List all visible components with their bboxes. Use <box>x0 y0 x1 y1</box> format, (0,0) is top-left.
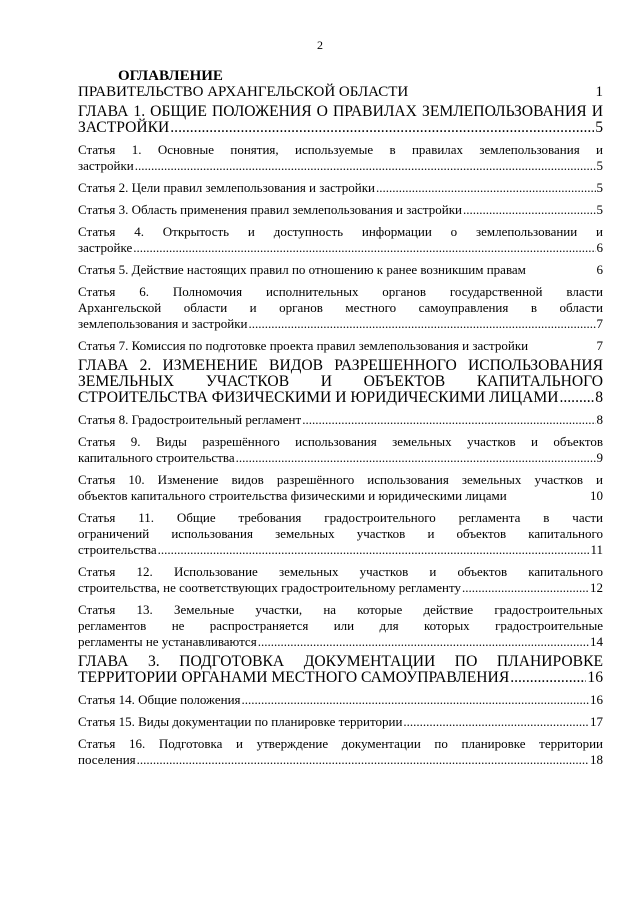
toc-article-entry[interactable] <box>78 564 603 596</box>
toc-entry-last-line <box>78 542 603 558</box>
toc-article-entry[interactable] <box>78 284 603 332</box>
toc-entry-text: Статья 8. Градостроительный регламент <box>78 412 302 427</box>
toc-entry-text: Статья 14. Общие положения <box>78 692 241 707</box>
toc-entry-text: землепользования и застройки <box>78 316 248 331</box>
toc-page-number: 8 <box>596 412 603 427</box>
toc-entry-last-line <box>78 488 603 504</box>
toc-entry-text: поселения <box>78 752 136 767</box>
toc-page-number: 18 <box>590 752 603 767</box>
toc-page-number: 7 <box>596 338 603 353</box>
toc-page-number: 7 <box>596 316 603 331</box>
toc-entry-last-line <box>78 180 603 196</box>
toc-entry-line: ГЛАВА 1. ОБЩИЕ ПОЛОЖЕНИЯ О ПРАВИЛАХ ЗЕМЛЕПОЛЬЗОВАНИЯ И <box>78 103 603 120</box>
toc-entry-text: капитального строительства <box>78 450 235 465</box>
toc-entry-text: ПРАВИТЕЛЬСТВО АРХАНГЕЛЬСКОЙ ОБЛАСТИ <box>78 84 409 100</box>
toc-entry-line: Статья 11. Общие требования градостроительного регламента в части <box>78 510 603 525</box>
toc-entry-line: Статья 10. Изменение видов разрешённого использования земельных участков и <box>78 472 603 487</box>
toc-article-entry[interactable] <box>78 224 603 256</box>
toc-entry-last-line <box>78 240 603 256</box>
toc-article-entry[interactable] <box>78 736 603 768</box>
toc-page-number: 9 <box>596 450 603 465</box>
page-number: 2 <box>317 38 323 52</box>
toc-article-entry[interactable] <box>78 692 603 708</box>
toc-article-entry[interactable] <box>78 434 603 466</box>
toc-article-entry[interactable] <box>78 180 603 196</box>
toc-page-number: 11 <box>590 542 603 557</box>
toc-entry-line: Статья 4. Открытость и доступность информации о землепользовании и <box>78 224 603 239</box>
toc-article-entry[interactable] <box>78 714 603 730</box>
toc-entry-last-line <box>78 262 603 278</box>
toc-leader-dots <box>170 120 594 136</box>
toc-leader-dots <box>158 542 590 558</box>
toc-entry-line: Статья 16. Подготовка и утверждение документации по планировке территории <box>78 736 603 751</box>
toc-entry-last-line <box>78 158 603 174</box>
toc-leader-dots <box>510 670 586 686</box>
toc-entry-last-line <box>78 752 603 768</box>
toc-chapter-entry[interactable] <box>78 358 603 406</box>
toc-page-number: 8 <box>595 389 603 406</box>
toc-entry-text: застройке <box>78 240 133 255</box>
toc-entry-text: Статья 15. Виды документации по планировке территории <box>78 714 403 729</box>
toc-entry-line: Статья 13. Земельные участки, на которые действие градостроительных <box>78 602 603 617</box>
toc-entry-last-line <box>78 316 603 332</box>
toc-page-number: 5 <box>596 202 603 217</box>
toc-leader-dots <box>135 158 596 174</box>
toc-entry-line: Статья 12. Использование земельных участков и объектов капитального <box>78 564 603 579</box>
toc-page-number: 17 <box>590 714 603 729</box>
toc-page-number: 5 <box>596 180 603 195</box>
toc-article-entry[interactable] <box>78 510 603 558</box>
toc-entry-text: объектов капитального строительства физическими и юридическими лицами <box>78 488 507 503</box>
toc-title: ОГЛАВЛЕНИЕ <box>118 68 223 84</box>
toc-leader-dots <box>376 180 595 196</box>
toc-entry-last-line <box>78 714 603 730</box>
toc-leader-dots <box>137 752 589 768</box>
toc-entry-text: ТЕРРИТОРИИ ОРГАНАМИ МЕСТНОГО САМОУПРАВЛЕНИЯ <box>78 669 510 686</box>
toc-entry-last-line <box>78 634 603 650</box>
toc-entry-text: строительства <box>78 542 157 557</box>
toc-leader-dots <box>559 390 594 406</box>
toc-entry-text: Статья 2. Цели правил землепользования и застройки <box>78 180 376 195</box>
toc-entry-last-line <box>78 580 603 596</box>
toc-entry-line: Архангельской области и органов местного самоуправления в области <box>78 300 603 315</box>
toc-entry-text: Статья 7. Комиссия по подготовке проекта правил землепользования и застройки <box>78 338 529 353</box>
toc-page-number: 16 <box>590 692 603 707</box>
toc-article-entry[interactable] <box>78 338 603 354</box>
toc-entry-last-line <box>78 670 603 686</box>
toc-chapter-entry[interactable] <box>78 104 603 136</box>
toc-entry-last-line <box>78 84 603 100</box>
toc-article-entry[interactable] <box>78 412 603 428</box>
toc-entry-line: ГЛАВА 2. ИЗМЕНЕНИЕ ВИДОВ РАЗРЕШЕННОГО ИСПОЛЬЗОВАНИЯ <box>78 357 603 374</box>
toc-leader-dots <box>258 634 589 650</box>
toc-entry-line: ГЛАВА 3. ПОДГОТОВКА ДОКУМЕНТАЦИИ ПО ПЛАНИРОВКЕ <box>78 653 603 670</box>
toc-entry-line: ограничений использования земельных участков и объектов капитального <box>78 526 603 541</box>
toc-entry-last-line <box>78 412 603 428</box>
toc-entry-text: ЗАСТРОЙКИ <box>78 119 170 136</box>
toc-entry-last-line <box>78 450 603 466</box>
toc-entry-last-line <box>78 202 603 218</box>
toc-leader-dots <box>242 692 589 708</box>
toc-entries <box>78 84 603 768</box>
toc-leader-dots <box>302 412 595 428</box>
toc-page-number: 12 <box>590 580 603 595</box>
toc-page-number: 6 <box>596 240 603 255</box>
toc-entry-text: СТРОИТЕЛЬСТВА ФИЗИЧЕСКИМИ И ЮРИДИЧЕСКИМИ ЛИЦАМИ <box>78 389 559 406</box>
toc-header-entry[interactable] <box>78 84 603 100</box>
toc-page-number: 5 <box>596 158 603 173</box>
toc-page-number: 10 <box>590 488 603 503</box>
toc-entry-line: Статья 1. Основные понятия, используемые в правилах землепользования и <box>78 142 603 157</box>
toc-page-number: 14 <box>590 634 603 649</box>
toc-article-entry[interactable] <box>78 142 603 174</box>
toc-entry-text: Статья 5. Действие настоящих правил по отношению к ранее возникшим правам <box>78 262 526 277</box>
toc-leader-dots <box>133 240 595 256</box>
toc-entry-text: регламенты не устанавливаются <box>78 634 257 649</box>
toc-entry-line: ЗЕМЕЛЬНЫХ УЧАСТКОВ И ОБЪЕКТОВ КАПИТАЛЬНОГО <box>78 373 603 390</box>
toc-chapter-entry[interactable] <box>78 654 603 686</box>
toc-entry-text: застройки <box>78 158 134 173</box>
toc-leader-dots <box>462 580 589 596</box>
toc-entry-last-line <box>78 120 603 136</box>
toc-page-number: 6 <box>596 262 603 277</box>
toc-article-entry[interactable] <box>78 472 603 504</box>
toc-leader-dots <box>463 202 595 218</box>
toc-entry-last-line <box>78 692 603 708</box>
toc-page-number: 1 <box>595 84 603 100</box>
toc-leader-dots <box>248 316 595 332</box>
toc-page-number: 16 <box>587 669 603 686</box>
toc-article-entry[interactable] <box>78 262 603 278</box>
toc-leader-dots <box>403 714 589 730</box>
toc-leader-dots <box>236 450 596 466</box>
toc-article-entry[interactable] <box>78 202 603 218</box>
toc-article-entry[interactable] <box>78 602 603 650</box>
toc-entry-text: строительства, не соответствующих градостроительному регламенту <box>78 580 461 595</box>
toc-entry-last-line <box>78 390 603 406</box>
toc-entry-last-line <box>78 338 603 354</box>
table-of-contents <box>78 68 603 768</box>
toc-entry-line: Статья 9. Виды разрешённого использования земельных участков и объектов <box>78 434 603 449</box>
toc-entry-text: Статья 3. Область применения правил землепользования и застройки <box>78 202 463 217</box>
toc-page-number: 5 <box>595 119 603 136</box>
toc-entry-line: Статья 6. Полномочия исполнительных органов государственной власти <box>78 284 603 299</box>
toc-entry-line: регламентов не распространяется или для которых градостроительные <box>78 618 603 633</box>
